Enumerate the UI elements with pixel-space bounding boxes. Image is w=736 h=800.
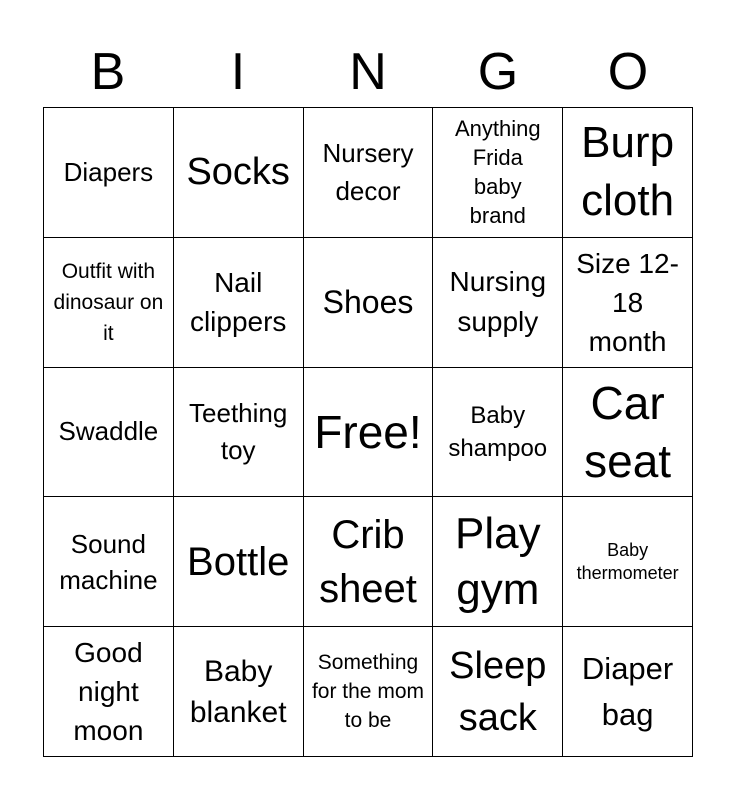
cell-text: Sleep sack [449,644,547,739]
cell-text: Burp cloth [581,118,675,226]
cell-text: Outfit with dinosaur on it [53,259,164,345]
bingo-cell[interactable] [304,238,434,368]
cell-text: Shoes [322,284,414,321]
bingo-cell[interactable] [433,108,563,238]
bingo-board [43,107,693,757]
bingo-cell[interactable] [433,238,563,368]
cell-text: Nursing supply [449,266,547,338]
bingo-cell[interactable] [44,368,174,498]
bingo-cell[interactable] [174,368,304,498]
header-letter-g: G [477,43,519,101]
bingo-cell[interactable] [174,238,304,368]
bingo-cell[interactable] [563,497,693,627]
cell-text: Sound machine [59,528,158,595]
bingo-cell[interactable] [304,627,434,757]
cell-text: Diaper bag [581,650,674,732]
cell-text: Baby thermometer [576,539,679,583]
bingo-cell[interactable] [304,497,434,627]
bingo-header [43,36,693,108]
bingo-cell[interactable] [563,108,693,238]
cell-text: Nail clippers [189,267,287,338]
bingo-cell[interactable] [44,497,174,627]
bingo-cell[interactable] [433,497,563,627]
cell-text: Baby shampoo [448,401,548,462]
cell-text: Nursery decor [322,138,414,207]
bingo-cell[interactable] [174,497,304,627]
bingo-cell[interactable] [44,627,174,757]
header-letter-i: I [230,43,246,101]
bingo-cell[interactable] [304,108,434,238]
bingo-cell[interactable] [563,368,693,498]
bingo-cell[interactable] [563,238,693,368]
cell-text: Good night moon [73,637,144,747]
cell-text: Teething toy [189,397,288,465]
bingo-cell[interactable] [174,627,304,757]
cell-text: Car seat [584,376,672,487]
header-letter-n: N [349,43,387,101]
cell-text: Bottle [187,539,290,584]
cell-text: Play gym [454,508,541,614]
header-letter-b: B [90,43,126,101]
bingo-cell[interactable] [304,368,434,498]
cell-text: Something for the mom to be [311,651,424,733]
cell-text: Crib sheet [319,512,417,611]
bingo-cell[interactable] [44,108,174,238]
bingo-cell[interactable] [44,238,174,368]
bingo-cell[interactable] [433,627,563,757]
cell-text: Baby blanket [189,654,287,729]
bingo-cell[interactable] [174,108,304,238]
bingo-cell[interactable] [433,368,563,498]
bingo-cell[interactable] [563,627,693,757]
cell-text: Anything Frida baby brand [454,116,541,229]
header-letter-o: O [607,43,649,101]
cell-text: Socks [186,151,290,194]
cell-text: Size 12-18 month [576,247,679,357]
cell-text: Diapers [63,156,154,187]
cell-text: Swaddle [58,416,159,447]
free-space-label: Free! [314,405,422,458]
